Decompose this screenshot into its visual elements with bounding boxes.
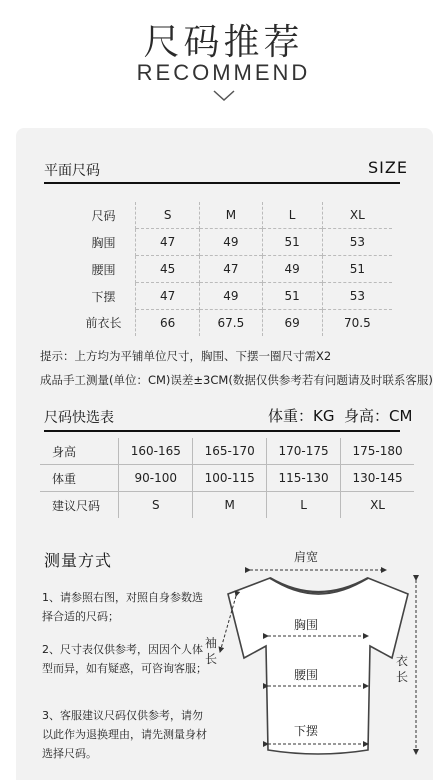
table-cell: 53	[322, 283, 392, 310]
table-cell: 51	[262, 283, 322, 310]
section-divider	[44, 430, 400, 432]
table-cell: 45	[136, 256, 200, 283]
section-divider	[44, 182, 400, 184]
table-cell: 前衣长	[85, 316, 122, 331]
table-cell: XL	[341, 492, 414, 519]
sleeve-label-1: 袖	[205, 636, 218, 650]
table-cell: 身高	[52, 444, 77, 459]
chest-label: 胸围	[294, 618, 319, 632]
shoulder-label: 肩宽	[294, 550, 319, 564]
table-cell: 90-100	[119, 465, 193, 492]
table-cell: 腰围	[91, 262, 116, 277]
flat-size-title: 平面尺码	[44, 163, 100, 179]
table-cell: 51	[262, 229, 322, 256]
measure-tip-2: 2、尺寸表仅供参考，因因个人体型而异，如有疑惑，可咨询客服；	[42, 643, 207, 675]
table-cell: 69	[262, 310, 322, 337]
table-row	[40, 492, 414, 519]
units-label: 体重：KG 身高：CM	[268, 407, 413, 425]
table-cell: 体重	[40, 465, 119, 492]
table-row	[72, 256, 392, 283]
quick-size-table	[40, 438, 414, 518]
page-title: 尺码推荐	[143, 22, 304, 63]
measure-error-note: 成品手工测量(单位：CM)误差±3CM(数据仅供参考若有问题请及时联系客服)	[40, 373, 433, 387]
sleeve-label-2: 长	[205, 652, 218, 666]
quick-size-title: 尺码快选表	[44, 410, 114, 426]
table-row	[72, 310, 392, 337]
length-label-2: 长	[396, 670, 409, 684]
table-cell: 胸围	[91, 235, 116, 250]
table-cell: 49	[200, 229, 262, 256]
table-row	[40, 465, 414, 492]
table-cell: 130-145	[341, 465, 414, 492]
measure-tip-3: 3、客服建议尺码仅供参考，请勿以此作为退换理由，请先测量身材选择尺码。	[42, 709, 207, 760]
table-cell: S	[119, 492, 193, 519]
size-label: SIZE	[368, 158, 408, 177]
length-label-1: 衣	[396, 654, 409, 668]
measure-title: 测量方式	[44, 551, 113, 570]
table-cell: 49	[200, 283, 262, 310]
table-cell: 160-165	[119, 438, 193, 465]
table-header-cell: 尺码	[91, 208, 116, 223]
table-cell: 47	[200, 256, 262, 283]
table-cell: 175-180	[341, 438, 414, 465]
table-cell: 建议尺码	[40, 492, 119, 519]
table-cell: 70.5	[322, 310, 392, 337]
waist-label: 腰围	[294, 668, 319, 682]
table-header-cell: M	[200, 202, 262, 229]
table-cell: 100-115	[193, 465, 267, 492]
table-header-cell: L	[262, 202, 322, 229]
table-cell: 49	[262, 256, 322, 283]
table-cell: 67.5	[200, 310, 262, 337]
chevron-down-icon	[213, 90, 235, 102]
table-cell: 47	[136, 229, 200, 256]
hem-label: 下摆	[294, 724, 319, 738]
table-cell: 66	[136, 310, 200, 337]
page-subtitle: RECOMMEND	[136, 60, 311, 85]
table-cell: 51	[322, 256, 392, 283]
table-cell: 47	[136, 283, 200, 310]
size-tip-note: 提示：上方均为平铺单位尺寸，胸围、下摆一圈尺寸需X2	[40, 349, 332, 363]
table-cell: 115-130	[267, 465, 341, 492]
measure-tip-1: 1、请参照右图，对照自身参数选择合适的尺码；	[42, 591, 203, 623]
table-header-cell: XL	[322, 202, 392, 229]
table-row	[72, 283, 392, 310]
table-cell: M	[193, 492, 267, 519]
table-header-row	[72, 202, 392, 229]
table-header-cell: S	[136, 202, 200, 229]
table-cell: L	[267, 492, 341, 519]
table-row	[72, 229, 392, 256]
table-cell: 53	[322, 229, 392, 256]
flat-size-table	[72, 202, 392, 336]
table-row	[40, 438, 414, 465]
table-cell: 165-170	[193, 438, 267, 465]
table-cell: 170-175	[267, 438, 341, 465]
table-cell: 下摆	[91, 289, 116, 304]
